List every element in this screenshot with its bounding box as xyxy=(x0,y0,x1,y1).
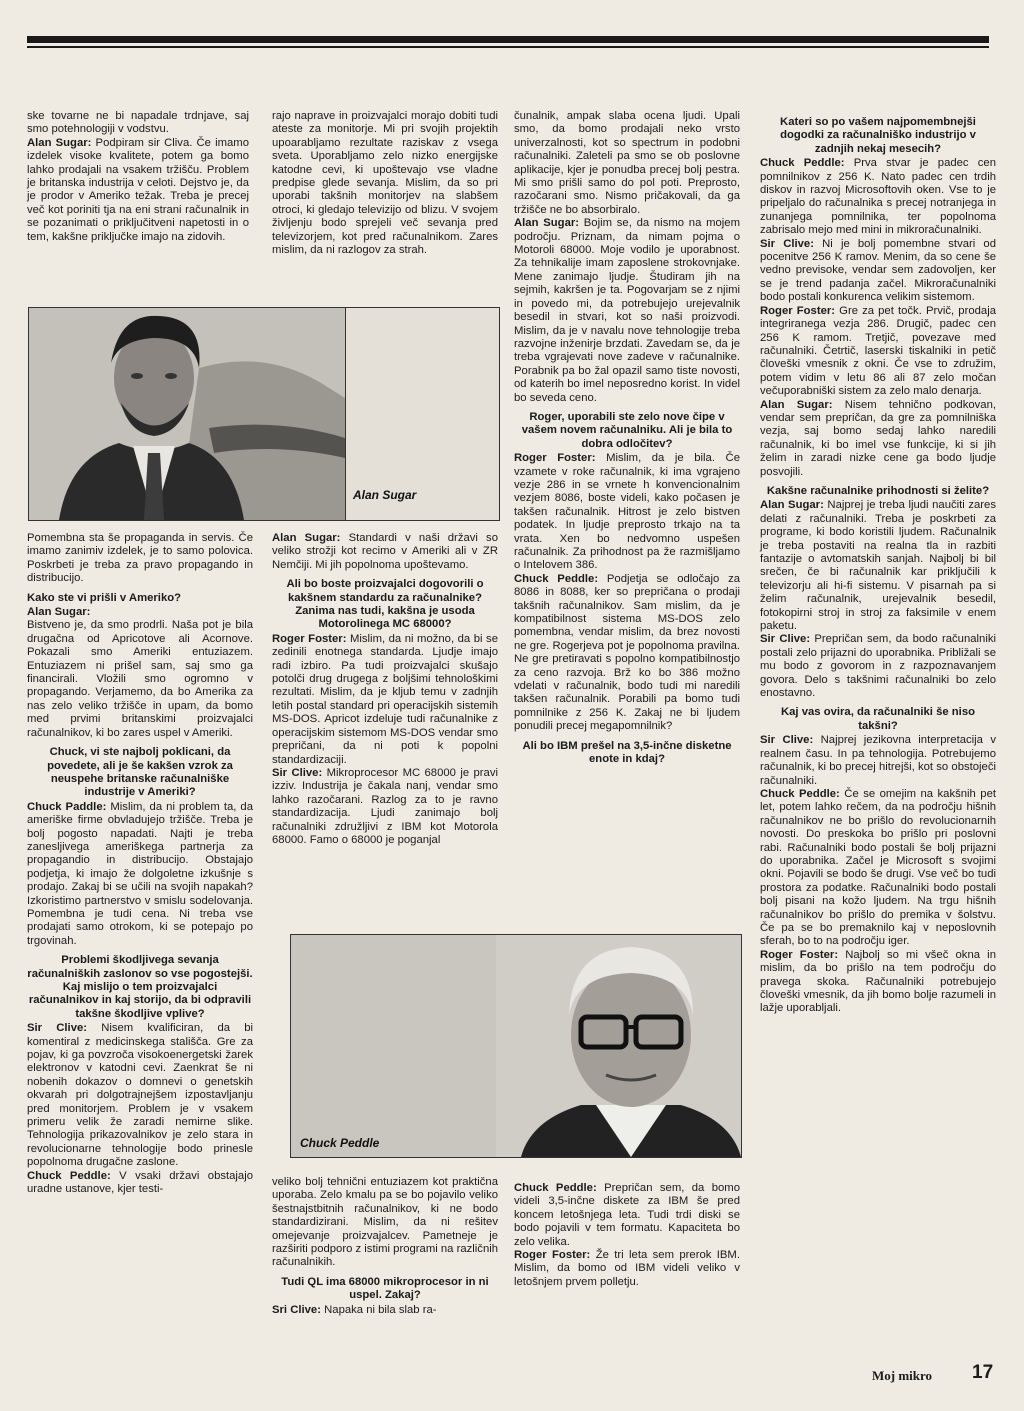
interview-question: Kateri so po vašem najpomembnejši dogodki za računalniško industrijo v zadnjih nekaj mesecih? xyxy=(780,116,976,155)
speaker-name: Roger Foster: xyxy=(760,304,836,317)
interview-paragraph xyxy=(27,606,253,619)
interview-paragraph: Chuck Peddle: V vsaki državi obstajajo uradne ustanove, kjer testi- xyxy=(27,1169,254,1196)
speaker-name: Alan Sugar: xyxy=(760,398,833,411)
photo-chuck-peddle xyxy=(290,934,742,1158)
interview-paragraph: Alan Sugar: Podpiram sir Cliva. Če imamo izdelek visoke kvalitete, potem ga bomo lahko prodajali na vsakem tržišču. Problem je britanska industrija v celoti. Dejstvo je, da je prodor v Ameriko težak. Treba je precej več kot poriniti tja na eni strani računalnik in se pozanimati o priključitveni napetosti in o tem, kakšne priključke imajo na zidovih. xyxy=(27,136,249,243)
interview-question: Problemi škodljivega sevanja računalniških zaslonov so vse pogostejši. Kaj mislijo o tem proizvajalci računalnikov in kaj storijo, da bi odpravili takšne škodljive vplive? xyxy=(27,954,253,1020)
column-2-middle xyxy=(272,532,498,847)
speaker-name: Alan Sugar: xyxy=(514,217,580,230)
interview-paragraph: Alan Sugar: Najprej je treba ljudi naučiti zares delati z računalniki. Treba je poskrbeti za programe, ki bodo koristili ljudem. Računalnik je treba postaviti na realna tla in razbiti fantazije o avtomatskih sanjah. Najbolj bi bil srečen, če bi računalnik kar priključili k televizorju ali hi-fi sistemu. V pisarnah pa si želim računalnik, urejevalnik besedil, fotokopirni stroj in stroj za faksimile v enem paketu. xyxy=(760,499,996,633)
interview-paragraph: Roger Foster: Najbolj so mi všeč okna in mislim, da bo prišlo na tem področju do pravega skoka. Računalniki potrebujejo človeški vmesnik, da jih bomo bolje razumeli in lažje uporabljali. xyxy=(760,948,996,1015)
header-rule-thick xyxy=(27,36,989,43)
interview-paragraph: Chuck Peddle: Če se omejim na kakšnih pet let, potem lahko rečem, da na področju hišnih računalnikov ne bo prišlo do revolucionarnih novosti. Do preskoka bo prišlo pri poslovni rabi. Računalniki bodo postali še bolj prijazni do uporabnika. Začel je Microsoft s svojimi okni. Pojavili se bodo še drugi. Vse več bo tudi prostora za podatke. Računalniki bodo postali bolj pisani na kožo ljudem. Na trgu hišnih računalnikov bo prišlo do premika v šolstvu. Če pa se bo premaknilo kaj v neposlovnih sferah, bo to na področju iger. xyxy=(760,787,997,948)
portrait-alan-sugar-image xyxy=(29,308,345,520)
speaker-name: Roger Foster: xyxy=(272,632,347,645)
speaker-name: Sir Clive: xyxy=(272,766,323,779)
interview-paragraph: ske tovarne ne bi napadale trdnjave, saj smo potehnologiji v vodstvu. xyxy=(27,110,249,136)
column-1-top xyxy=(27,110,249,244)
interview-paragraph: rajo naprave in proizvajalci morajo dobiti tudi ateste za monitorje. Mi pri svojih projektih upoarabljamo rezultate raziskav z vsega sveta. Uporabljamo zelo nizko energijske katodne cevi, ki upoštevajo vse vladne predpise glede sevanja. Mislim, da so pri uporabi takšnih monitorjev na slabšem otroci, ki gledajo televizijo od blizu. V svojem življenju bodo sprejeli več sevanja pred televizorjem, kot pred računalnikom. Zares mislim, da ni razlogov za strah. xyxy=(272,110,498,257)
interview-paragraph: Bistveno je, da smo prodrli. Naša pot je bila drugačna od Apricotove ali Acornove. Pokazali smo Ameriki entuziazem. Entuziazem ni prišel sam, saj smo ga financirali. Vložili smo ogromno v propagando. Verjamemo, da bo Amerika za nas zelo veliko tržišče in upam, da bomo med prvimi britanskimi proizvajalci računalnikov, ki bo zares uspel v Ameriki. xyxy=(27,619,253,739)
speaker-name: Alan Sugar: xyxy=(272,532,341,544)
speaker-name: Sir Clive: xyxy=(27,1022,88,1035)
interview-paragraph: Roger Foster: Že tri leta sem prerok IBM. Mislim, da bomo od IBM videli veliko v letošnjem prvem polletju. xyxy=(514,1249,740,1288)
interview-paragraph: Sir Clive: Mikroprocesor MC 68000 je pravi izziv. Industrija je čakala nanj, vendar smo lahko razočarani. Razlog za to je ravno standardizacija. Ljudi zanimajo bolj računalniki združljivi z IBM kot Motorola 68000. Famo o 68000 je poganjal xyxy=(272,766,498,846)
speaker-name: Chuck Peddle: xyxy=(27,1169,111,1182)
interview-paragraph: Chuck Peddle: Podjetja se odločajo za 8086 in 8088, ker so prepričana o prodaji takšnih računalnikov. Sam mislim, da je kompatibilnost sistema MS-DOS zelo pomembna, vendar mislim, da brez novosti ne gre. Rogerjeva pot je popolnoma pravilna. Ne gre pretiravati s popolno kompatibilnostjo za ceno razvoja. Brž ko bo 386 možno vdelati v računalnik, bodo tudi mi naredili takšen računalnik. Porabili pa bomo tudi pomnilnike z 256 K. Zakaj ne bi ljudem ponudili precej megapomnilnik? xyxy=(514,572,740,733)
interview-paragraph: Pomembna sta še propaganda in servis. Če imamo zanimiv izdelek, je to samo polovica. Poskrbeti je treba za pravo propagando in distribucijo. xyxy=(27,532,253,585)
footer-magazine-name: Moj mikro xyxy=(872,1368,933,1383)
speaker-name: Roger Foster: xyxy=(514,452,596,465)
column-3-bottom xyxy=(514,1182,740,1289)
interview-paragraph: Sri Clive: Napaka ni bila slab ra- xyxy=(272,1303,437,1316)
interview-question: Ali bo boste proizvajalci dogovorili o kakšnem standardu za računalnike? Zanima nas tudi, kakšna je usoda Motorolinega MC 68000? xyxy=(286,578,484,631)
column-2-top xyxy=(272,110,498,257)
speaker-name: Alan Sugar: xyxy=(760,499,824,512)
interview-paragraph: Alan Sugar: Bojim se, da nismo na mojem področju. Priznam, da nimam pojma o Motoroli 68000. Moje vodilo je uporabnost. Za tehnikalije imam zaposlene strokovnjake. Mene zanimajo ljudje. Študiram jih na sejmih, kakršen je ta. Pogovarjam se z njimi in povedo mi, da potrebujejo urejevalnik besedil in stvari, kot so naši proizvodi. Mislim, da je v navalu nove tehnologije treba razvojne inženirje brzdati. Zavedam se, da je treba vgrajevati nove zadeve v računalnike. Porabnik pa bo žal opazil samo tiste novosti, od katerih bo imel neposredno korist. In videl bo seveda ceno. xyxy=(514,217,740,404)
portrait-chuck-peddle-image xyxy=(291,935,741,1157)
interview-paragraph: Roger Foster: Gre za pet točk. Prvič, prodaja integriranega vezja 286. Drugič, padec cen 256 K ramom. Tretjič, povezave med računalniki. Četrtič, laserski tiskalniki in petič človeški vmesnik z okni. Če vse to združim, potem vidim v letu 86 ali 87 zelo močan večuporabniški sistem za zelo malo denarja. xyxy=(760,304,996,398)
speaker-name: Chuck Peddle: xyxy=(514,1182,597,1194)
speaker-name: Sir Clive: xyxy=(760,237,814,250)
speaker-name: Chuck Peddle: xyxy=(760,787,840,800)
column-3-top xyxy=(514,110,740,768)
interview-question: Kako ste vi prišli v Ameriko? xyxy=(27,591,182,604)
speaker-name: Roger Foster: xyxy=(760,948,839,961)
interview-question: Kaj vas ovira, da računalniki še niso takšni? xyxy=(780,706,976,732)
interview-paragraph: Chuck Peddle: Prepričan sem, da bomo videli 3,5-inčne diskete za IBM še pred koncem letošnjega leta. Tudi trdi diski se bodo pojavili v tem formatu. Kapaciteta bo zelo velika. xyxy=(514,1182,740,1248)
caption-alan-sugar: Alan Sugar xyxy=(353,488,417,502)
speaker-name: Sir Clive: xyxy=(760,633,811,646)
interview-paragraph: čunalnik, ampak slaba ocena ljudi. Upali smo, da bomo prodajali neko vrsto univerzalnosti, kot so spectrum in podobni računalniki. Zaleteli pa smo se ob poslovne aplikacije, kjer je ponudba precej bolj pestra. Mi smo prišli samo do pol poti. Preprosto, razočarani smo. Nismo pričakovali, da ga tržišče ne bo absorbiralo. xyxy=(514,110,740,216)
interview-paragraph: Alan Sugar: Nisem tehnično podkovan, vendar sem prepričan, da gre za pomnilniška vezja, saj bomo sedaj lahko naredili računalnik, ki bo imel vse funkcije, ki si jih želim in zaradi nizke cene ga bodo ljudje posvojili. xyxy=(760,398,996,478)
interview-paragraph: Roger Foster: Mislim, da je bila. Če vzamete v roke računalnik, ki ima vgrajeno vezje 286 in se vrnete h konvencionalnim vezjem 8086, boste videli, kako počasen je takšen računalnik. Hitrost je zelo bistven podatek. In ljudje preprosto trkajo na ta vrata. Xen bo nedvomno uspešen računalnik. Za prihodnost pa že razmišljamo o Intelovem 386. xyxy=(514,452,740,572)
footer-page-number: 17 xyxy=(972,1362,994,1383)
interview-paragraph: Sir Clive: Ni je bolj pomembne stvari od pocenitve 256 K ramov. Menim, da so cene še vedno previsoke, vendar sem zadovoljen, ker se je trend padanja začel. Mikroračunalniki bodo postali konkurenca velikim sistemom. xyxy=(760,237,996,304)
interview-question: Chuck, vi ste najbolj poklicani, da povedete, ali je še kakšen vzrok za neuspehe britanske računalniške industrije v Ameriki? xyxy=(47,746,233,799)
speaker-name: Alan Sugar: xyxy=(27,606,91,619)
interview-question: Ali bo IBM prešel na 3,5-inčne disketne enote in kdaj? xyxy=(522,739,732,766)
interview-paragraph: Sir Clive: Prepričan sem, da bodo računalniki postali zelo prijazni do uporabnika. Približali se mu bodo z govorom in z razpoznavanjem govora. Delo s takšnimi računalniki bo zelo enostavno. xyxy=(760,633,996,700)
header-rule-thin xyxy=(27,46,989,48)
interview-paragraph: Chuck Paddle: Mislim, da ni problem ta, da ameriške firme obvladujejo tržišče. Treba je bolj pogosto napadati. Najti je treba zanesljivega ameriškega partnerja za propagandio in distribucijo. Obstajajo podjetja, ki imajo že dolgoletne izkušnje s prodajo. Zakaj bi se učili na svojih napakah? Izkoristimo partnerstvo v smislu sodelovanja. Pomembna je tudi cena. Ni treba vse prodajati samo otrokom, ki se potepajo po trgovinah. xyxy=(27,800,253,947)
interview-paragraph: veliko bolj tehnični entuziazem kot praktična uporaba. Zelo kmalu pa se bo pojavilo veliko šestnajstbitnih računalnikov, ki ne bodo standardizirani. Mislim, da ni rešitev omejevanje proizvajalcev. Pametneje je razširiti podporo z istimi programi na različnih računalnikih. xyxy=(272,1176,499,1269)
interview-question: Roger, uporabili ste zelo nove čipe v vašem novem računalniku. Ali je bila to dobra odločitev? xyxy=(521,410,733,450)
interview-paragraph: Roger Foster: Mislim, da ni možno, da bi se zedinili enotnega standarda. Ljudje imajo radi izbiro. Pa tudi proizvajalci skušajo potolči drug drugega z boljšimi tehnološkimi rezultati. Mislim, da je kljub temu v zadnjih letih postal standard pri operacijskih sistemih MS-DOS. Apricot izdeluje tudi računalnike z operacijskim sistemom MS-DOS vendar smo prepričani, da ni poti k popolni standardizaciji. xyxy=(272,632,498,766)
speaker-name: Roger Foster: xyxy=(514,1249,591,1262)
caption-chuck-peddle: Chuck Peddle xyxy=(300,1136,380,1150)
speaker-name: Chuck Peddle: xyxy=(514,572,599,585)
speaker-name: Sir Clive: xyxy=(760,734,814,747)
interview-paragraph: Chuck Peddle: Prva stvar je padec cen pomnilnikov z 256 K. Nato padec cen trdih diskov in razvoj Microsoftovih oken. Vse to je pripeljalo do računalnika s precej notranjega in zunanjega pomnilnika, ter popolnoma zabrisalo mejo med mini in mikroračunalniki. xyxy=(760,157,996,237)
interview-question: Tudi QL ima 68000 mikroprocesor in ni uspel. Zakaj? xyxy=(281,1275,489,1302)
photo-alan-sugar xyxy=(28,307,346,521)
speaker-name: Chuck Paddle: xyxy=(27,800,107,813)
column-1-bottom xyxy=(27,532,253,1197)
interview-paragraph: Sir Clive: Nisem kvalificiran, da bi komentiral z medicinskega stališča. Gre za pojav, ki ga povzroča visokoenergetski žarek elektronov v katodni cevi. Zaenkrat še ni nobenih dokazov o domnevi o genetskih okvarah pri dolgotrajnejšem izpostavljanju pred monitorjem. Problem je v vsakem primeru velik že zaradi nemirne slike. Tehnologija prikazovalnikov je zelo stara in revolucionarne tehnologije bodo prinesle popolnoma drugačne zaslone. xyxy=(27,1022,253,1169)
speaker-name: Alan Sugar: xyxy=(27,136,92,149)
speaker-name: Sri Clive: xyxy=(272,1303,321,1316)
interview-paragraph: Sir Clive: Najprej jezikovna interpretacija v realnem času. In pa tehnologija. Potrebujemo računalnik, ki bo precej hitrejši, kot so obstoječi računalniki. xyxy=(760,734,996,787)
column-2-bottom xyxy=(272,1176,498,1317)
speaker-name: Chuck Peddle: xyxy=(760,157,845,170)
interview-question: Kakšne računalnike prihodnosti si želite? xyxy=(766,484,990,497)
column-4 xyxy=(760,110,996,1016)
interview-paragraph: Alan Sugar: Standardi v naši državi so veliko strožji kot recimo v Ameriki ali v ZR Nemčiji. Mi jih popolnoma upoštevamo. xyxy=(272,532,498,571)
